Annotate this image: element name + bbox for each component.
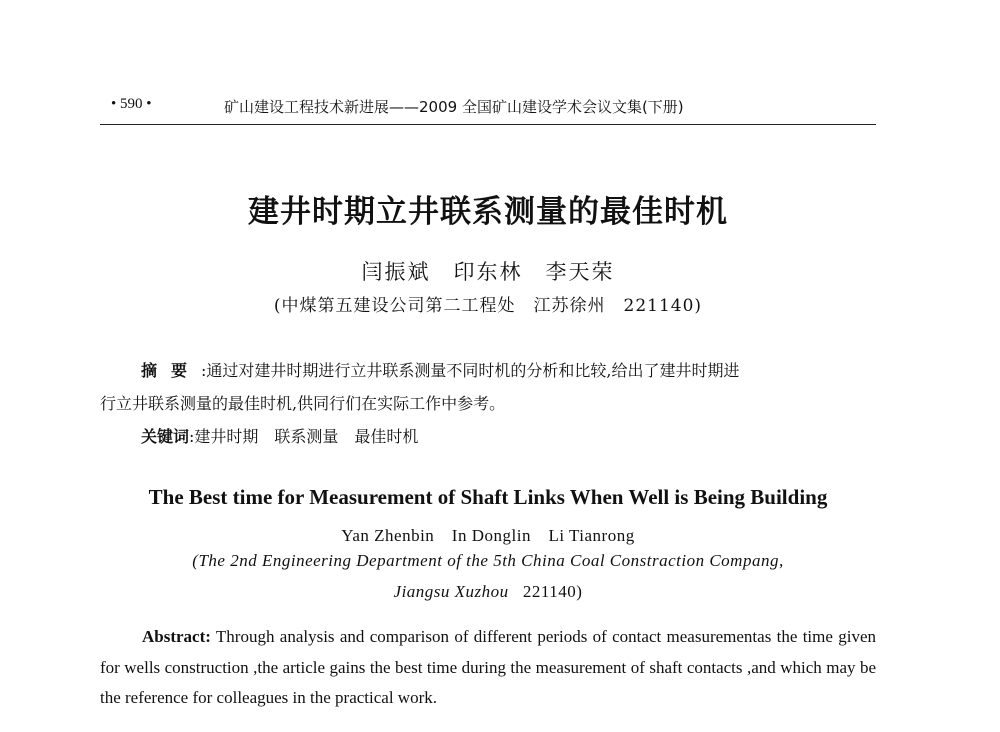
title-english: The Best time for Measurement of Shaft Links When Well is Being Building: [148, 485, 828, 509]
abstract-chinese-label: 摘要: [141, 361, 202, 380]
abstract-chinese-text-1: :通过对建井时期进行立井联系测量不同时机的分析和比较,给出了建井时期进: [201, 361, 740, 380]
title-chinese: 建井时期立井联系测量的最佳时机: [248, 194, 728, 230]
abstract-chinese-line2: 行立井联系测量的最佳时机,供同行们在实际工作中参考。: [100, 394, 506, 413]
affiliation-english-line1: (The 2nd Engineering Department of the 5th China Coal Constraction Compang,: [192, 551, 784, 570]
abstract-chinese-line1: [141, 358, 740, 381]
keywords-chinese: [141, 424, 418, 447]
abstract-english-label: Abstract:: [142, 627, 211, 646]
abstract-english-text: Through analysis and comparison of different periods of contact measurementas the time given for wells construction ,the article gains the best time during the measurement of shaft contacts ,and which may be the reference for colleagues in the practical work.: [100, 627, 876, 707]
affiliation-english-line2: [0, 582, 976, 602]
header-rule: [100, 124, 876, 125]
page-number: • 590 •: [111, 96, 152, 112]
abstract-english: [100, 622, 876, 714]
affiliation-english-city: Jiangsu Xuzhou: [393, 582, 509, 601]
affiliation-english-postcode: 221140): [522, 582, 583, 601]
keywords-chinese-label: 关键词: [141, 427, 190, 446]
authors-chinese: 闫振斌 印东林 李天荣: [361, 260, 615, 284]
running-head: 矿山建设工程技术新进展——2009 全国矿山建设学术会议文集(下册): [224, 98, 684, 116]
affiliation-chinese: (中煤第五建设公司第二工程处 江苏徐州 221140): [273, 296, 703, 316]
authors-english: Yan Zhenbin In Donglin Li Tianrong: [341, 526, 635, 545]
keywords-chinese-text: :建井时期 联系测量 最佳时机: [189, 427, 419, 446]
